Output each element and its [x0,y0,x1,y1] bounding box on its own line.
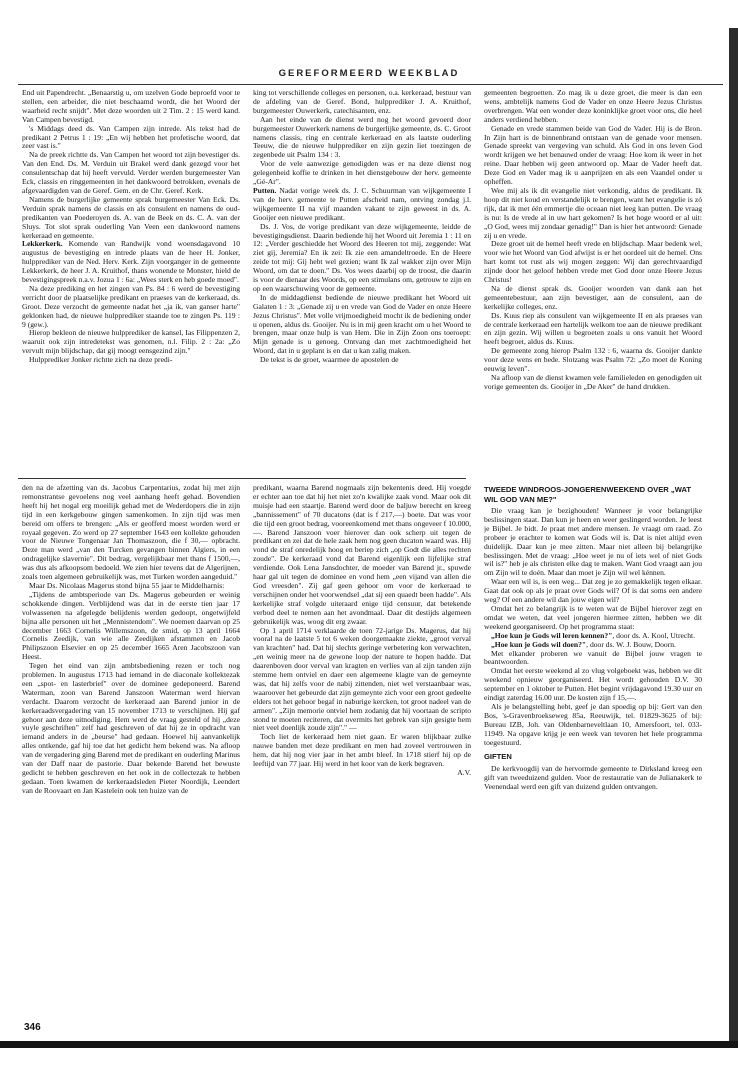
bottom-bar [0,1041,738,1048]
paragraph: End uit Papendrecht. „Benaarstig u, om uzelven Gode beproefd voor te stellen, een arbeider, die niet beschaamd wordt, die het Woord der waarheid recht snijdt". Met deze woorden uit 2 Tim. 2 : 15 werd kand. Van Campen bevestigd. [22,89,240,124]
page-number: 346 [24,1022,41,1033]
paragraph: Op 1 april 1714 verklaarde de toen 72-jarige Ds. Magerus, dat hij vooral na de laatste 5 tot 6 weken doorgemaakte ziekte, „groot verval van krachten" had. Dat hij slechts geringe verbetering kon verwachten, „en weinig meer na de gewone loop der nature te hopen hadde. Dat daarenboven door verval van kragten en verlies van al zijn tanden zijn stemme hem ontviel en daer een algemeene klagte van de gemeynte was, dat hij zelfs voor de nabij zittenden, niet wel verstaanbaar was, waaroover het gebeurde dat zijn gemeynte zich voor een groot gedeelte elders tot het gehoor begaf in naburige kercken, tot groot nadeel van de armen". „Zijn memorie ontviel hem zodanig dat hij voortaan de scripto stond te moeten reciteren, dat overmits het gebrek van sijn gesigte hem niet veel doenlijk zoude zijn"." — [253,625,471,733]
paragraph: Na de dienst sprak ds. Gooijer woorden van dank aan het gemeentebestuur, aan zijn bevestiger, aan de consulent, aan de kerkelijke colleges, enz. [484,283,702,311]
column-bottom-right [484,482,702,1002]
paragraph: Aan het einde van de dienst werd nog het woord gevoerd door burgemeester Ouwerkerk namens de burgerlijke gemeente, ds. C. Groot namens classis, ring en centrale kerkeraad en als laatste ouderling Teeuw, die de nieuwe hulpprediker en zijn gezin liet toezingen de zegenbede uit Psalm 134 : 3. [253,114,471,160]
paragraph: In de middagdienst bediende de nieuwe predikant het Woord uit Galaten 1 : 3: „Genade zij u en vrede van God de Vader en onze Heere Jezus Christus". Met volle vrijmoedigheid mocht ik de bediening onder u openen, aldus ds. Gooijer. Nu is in mij geen kracht om u het Woord te brengen, maar onze hulp is van Hem. Die in Zijn Zoon ons toeroept: Mijn genade is u genoeg. Ontvang dan met zachtmoedigheid het Woord, dat in u geplant is en dat u kan zalig maken. [253,292,471,356]
giften-body [484,765,702,792]
paragraph: Putten. Nadat vorige week ds. J. C. Schuurman van wijkgemeente I van de herv. gemeente te Putten afscheid nam, ontving zondag j.l. wijkgemeente II na vijf maanden vakant te zijn geweest in ds. A. Gooijer een nieuwe predikant. [253,185,471,222]
paragraph: gemeenten begroetten. Zo mag ik u deze groet, die meer is dan een wens, ambtelijk namens God de Vader en onze Heere Jezus Christus overbrengen. Wat een wonder deze koninklijke groet voor ons, die heel anders verdiend hebben. [484,89,702,124]
paragraph: Namens de burgerlijke gemeente sprak burgemeester Van Eck. Ds. Verduin sprak namens de classis en als consulent en namens de oud-predikanten van Poederoyen ds. A. van de Beek en ds. C. A. van der Sluys. Tot slot sprak ouderling Van Veen een dankwoord namens kerkeraad en gemeente. [22,194,240,240]
paragraph: Maar Ds. Nicolaas Magerus stond bijna 55 jaar te Middelharnis: [29,580,225,590]
windroos-body [484,507,702,747]
paragraph: 's Middags deed ds. Van Campen zijn intrede. Als tekst had de predikant 2 Petrus 1 : 19: „En wij hebben het profetische woord, dat zeer vast is." [22,123,240,151]
paragraph: Ds. Kuus riep als consulent van wijkgemeente II en als praeses van de centrale kerkeraad een hartelijk welkom toe aan de nieuwe predikant en zijn gezin. Wij willen u begroeten zoals u ons vanuit het Woord heeft begroet, aldus ds. Kuus. [484,310,702,347]
paragraph: king tot verschillende colleges en personen, o.a. kerkeraad, bestuur van de afdeling van de Geref. Bond, hulpprediker J. A. Kruithof, burgemeester Ouwerkerk, catechisanten, enz. [253,89,471,115]
paragraph: Die vraag kan je bezighouden! Wanneer je voor belangrijke beslissingen staat. Dan kun je heen en weer geslingerd worden. Je leest je Bijbel. Je bidt. Je praat met andere mensen. Je vraagt om raad. Zo probeer je erachter te komen wat Gods wil is. Dat is niet altijd even duidelijk. Daar kun je mee zitten. Maar niet alleen bij belangrijke beslissingen. Met de vraag: „Hoe weet je nu of iets wel of niet Gods wil is?" heb je als christen elke dag te maken. Want God vraagt aan jou om Zijn wil te doén. Maar dan moet je Zijn wil wel kénnen. [484,506,702,578]
paragraph: Voor de vele aanwezige genodigden was er na deze dienst nog gelegenheid koffie te drinken in het dienstgebouw der herv. gemeente „Gé-Ar". [253,159,471,187]
paragraph: den na de afzetting van ds. Jacobus Carpentarius, zodat hij met zijn remonstrantse gevoelens nog veel aanhang heeft gehad. Bovendien heeft hij het nogal erg moeilijk gehad met de Wederdopers die in zijn tijd in een kerkgebouw gingen samenkomen. In zijn tijd was men bereid om offers te brengen: „Als er geofferd moest worden werd er royaal gegeven. Zo werd op 27 september 1643 een kollekte gehouden voor de Nieuwe Tongenaar Jan Thomaszoon, die f 30,— opbracht. Deze man werd „van den Turcken gevangen binnen Algiers, in een ondragelijke slavernie". Dit bedrag, vergelijkbaar met thans f 1500,—, was dus als afkoopsom bedoeld. We zien hier tevens dat de Algerijnen, zoals toen algemeen gebruikelijk was, met Turken worden aangeduid." [22,484,240,582]
bottom-middle-body [253,484,471,769]
paragraph: Met elkander proberen we vanuit de Bijbel jouw vragen te beantwoorden. [484,648,702,667]
column-top-middle [253,89,471,475]
paragraph: „Tijdens de ambtsperiode van Ds. Magerus gebeurden er weinig schokkende dingen. Verblijdend was dat in de eerste tien jaar 17 volwassenen na afgelegde belijdenis werden gedoopt, ongetwijfeld bijna alle personen uit het „Mennistendom". We noemen daarvan op 25 december 1663 Cornelis Willemszoon, de smid, op 13 april 1664 Cornelis Zeedijk, van wie alle Zeedijken afstammen en Jacob Philipszoon Elsevier en op 25 december 1665 Aren Jacobszoon van Heest. [22,589,240,662]
paragraph: De tekst is de groet, waarmee de apostelen de [260,355,399,365]
paragraph: Hulpprediker Jonker richtte zich na deze predi- [29,355,173,365]
page-header: GEREFORMEERD WEEKBLAD [278,68,460,79]
paragraph: Ds. J. Vos, de vorige predikant van deze wijkgemeente, leidde de bevestigingsdienst. Daarin bediende hij het Woord uit Jeremia 1 : 11 en 12: „Verder geschiedde het Woord des Heeren tot mij, zeggende: Wat ziet gij, Jeremia? En ik zei: Ik zie een amandeltroede. En de Heere zeide tot mij: Gij hebt wel gezien; want Ik zal wakker zijn over Mijn Woord, om dat te doen." Ds. Vos wees daarbij op de troost, die daarin is voor de dienaar des Woords, op een stimulans om, getrouw te zijn en op een waarschuwing voor de gemeente. [253,221,471,293]
column-top-right [484,89,702,475]
scan-edge-shadow [729,28,738,1041]
paragraph: Omdat het eerste weekend al zo vlug volgeboekt was, hebben we dit weekend opnieuw georganiseerd. Het wordt gehouden D.V. 30 september en 1 oktober te Putten. Het begint vrijdagavond 19.30 uur en eindigt zaterdag 16.00 uur. De kosten zijn f 15,—. [484,666,702,703]
paragraph: Genade en vrede stammen beide van God de Vader. Hij is de Bron. In Zijn hart is de binnenbrand ontstaan van de genade voor mensen. Genade spreekt van vergeving van schuld. Als God in ons leven God wordt krijgen we het benauwd onder de vraag: Hoe kom ik weer in het reine. Daar hebben wij geen antwoord op. Maar de Vader heeft dat. Deze God en Vader mag ik u aanprijzen en als een Vaandel onder u opheffen. [484,123,702,187]
paragraph: Tegen het eind van zijn ambtsbediening rezen er toch nog problemen. In augustus 1713 had iemand in de diaconale kollektezak een „spot- en lasterbrief" over de dominee gedeponeerd. Barend Waterman, zoon van Barend Janszoon Waterman werd hiervan verdacht. Daarom verzocht de kerkeraad aan Barend junior in de kerkeraadsvergadering van 15 november 1713 te verschijnen. Hij gaf gehoor aan deze uitnodiging. Hem werd de vraag gesteld of hij „deze vuyle geschriften" zelf had geschreven of dat hij ze in opdracht van iemand anders in de „beurse" had gedaan. Hoewel hij aanvankelijk alles ontkende, gaf hij toe dat het gedicht hem bekend was. Na afloop van de vergadering ging Barend met de predikant en ouderling Marinus van der Daff naar de pastorie. Daar bekende Barend het bewuste gedicht te hebben geschreven en het ook in de collectezak te hebben gedaan. Toen kwamen de kerkeraadsleden Pieter Noordijk, Leendert van de Roovaart en Jan Kastelein ook ten huize van de [22,661,240,795]
paragraph: Omdat het zo belangrijk is te weten wat de Bijbel hierover zegt en omdat we weten, dat veel jongeren hiermee zitten, hebben we dit weekend georganiseerd. Op het programma staat: [484,603,702,631]
header-rule [18,84,723,85]
paragraph: Lekkerkerk. Komende van Randwijk vond woensdagavond 10 augustus de bevestiging en intrede plaats van de heer H. Jonker, hulpprediker van de Ned. Herv. Kerk. Zijn voorganger in de gemeente Lekkerkerk, de heer J. A. Kruithof, thans wonende te Monster, hield de bevestigingspreek n.a.v. Jozua 1 : 6a: „Wees sterk en heb goede moed". [22,239,240,285]
paragraph: De gemeente zong hierop Psalm 132 : 6, waarna ds. Gooijer dankte voor deze wens en bede. Slotzang was Psalm 72: „Zo moet de Koning eeuwig leven". [484,346,702,374]
paragraph: „Hoe kun je Gods wil doen?", door ds. W. J. Bouw, Doorn. [491,639,676,649]
paragraph: predikant, waarna Barend nogmaals zijn bekentenis deed. Hij voegde er echter aan toe dat hij het niet zo'n kwalijke zaak vond. Maar ook dit muisje had een staartje. Barend werd door de baljuw berecht en kreeg „bannissement" of 70 ducatons (dat is f 217,—) boete. Dat was voor die tijd een groot bedrag, vooreenkomend met thans ongeveer f 10.000,—. Barend Janszoon voer hierover dan ook scherp uit tegen de predikant en zei dat de hele zaak hem nog geen ducaton waard was. Hij vond de straf onredelijk hoog en beriep zich „op Godt die alles rechten zoude". De kerkeraad vond dat Barend eigenlijk een lijfelijke straf verdiende. Ook Lena Jansdochter, de moeder van Barend jr., spuwde haar gal uit tegen de dominee en vond hem „een vijand van allen die God vreesden". Zij gaf geen gehoor om voor de kerkeraad te verschijnen onder het voorwendsel „dat sij een quaedt been hadde". Als kerkelijke straf volgde uiteraard enige tijd censuur, dat betekende verbod deel te nemen aan het avondmaal. Daar dit destijds algemeen gebruikelijk was, woog dit erg zwaar. [253,484,471,626]
paragraph: Toch liet de kerkeraad hem niet gaan. Er waren blijkbaar zulke nauwe banden met deze predikant en men had zoveel vertrouwen in hem, dat hij nog vier jaar in het ambt bleef. In 1718 stierf hij op de leeftijd van 77 jaar. Hij werd in het koor van de kerk begraven. [253,732,471,769]
paragraph: Deze groet uit de hemel heeft vrede en blijdschap. Maar bedenk wel, voor wie het Woord van God afwijst is er het oordeel uit de hemel. Ons hart komt tot rust als wij mogen zeggen: Wij dan gerechtvaardigd zijnde door het geloof hebben vrede met God door onze Heere Jezus Christus! [484,239,702,285]
windroos-heading: TWEEDE WINDROOS-JONGERENWEEKEND OVER „WAT WIL GOD VAN ME?" [484,485,692,504]
paragraph: Hierop bekleon de nieuwe hulpprediker de kansel, Ias Filippenzen 2, waaruit ook zijn intredetekst was genomen, n.l. Filip. 2 : 2a: „Zo vervult mijn blijdschap, dat gij moogt eensgezind zijn." [22,328,240,356]
article-signature: A.V. [457,768,471,777]
column-bottom-left [22,484,240,1012]
paragraph: Na deze prediking en het zingen van Ps. 84 : 6 werd de bevestiging verricht door de plaatselijke predikant en praeses van de kerkeraad, ds. Groot. Deze verzocht de gemeente nadat het „ja ik, van ganser harte" geklonken had, de nieuwe hulpprediker staande toe te zingen Ps. 119 : 9 (gew.). [22,283,240,329]
paragraph: Wee mij als ik dit evangelie niet verkondig, aldus de predikant. Ik hoop dit niet koud en verstandelijk te brengen, want het evangelie is zó rijk, dat ik met één emmertje die oceaan niet leeg kan putten. De vraag is nu: Is de vrede al in uw hart gekomen? Is het hoge woord er al uit: „O God, wees mij zondaar genadig!" Dan is hier het antwoord: Genade zij u en vrede. [484,185,702,240]
paragraph: Na afloop van de dienst kwamen vele familieleden en genodigden uit vorige gemeenten ds. Gooijer in „De Aker" de hand drukken. [484,373,702,391]
section-rule [18,478,466,479]
column-bottom-middle [253,484,471,884]
paragraph: Waar een wil is, is een weg... Dat zeg je zo gemakkelijk tegen elkaar. Gaat dat ook op als je praat over Gods wil? Of is dat soms een andere weg? Of een andere wil dan jouw eigen wil? [484,577,702,605]
paragraph: Als je belangstelling hebt, geef je dan spoedig op bij: Gert van den Bos, 's-Gravenbroekseweg 85a, Reeuwijk, tel. 01829-3625 of bij: Bureau IZB, Joh. van Oldenbarneveltlaan 10, Amersfoort, tel. 033-11949. Na opgave krijg je een week van tevoren het hele programma toegestuurd. [484,701,702,747]
column-top-left [22,89,240,475]
paragraph: De kerkvoogdij van de hervormde gemeente te Dirksland kreeg een gift van tweeduizend gulden. Voor de restauratie van de Julianakerk te Veenendaal werd een gift van duizend gulden ontvangen. [484,763,702,791]
paragraph: „Hoe kun je Gods wil leren kennen?", door ds. A. Kool, Utrecht. [491,630,696,640]
paragraph: Na de preek richtte ds. Van Campen het woord tot zijn bevestiger ds. Van den End. Ds. M. Verduin uit Brakel werd dank gezegd voor het consulentschap dat hij heeft vervuld. Verder werden burgemeester Van Eck, classis en ringgemeenten in het dankwoord betrokken, evenals de afgevaardigden van de Geref. Gem. en de Chr. Geref. Kerk. [22,150,240,195]
giften-heading: GIFTEN [484,752,512,762]
